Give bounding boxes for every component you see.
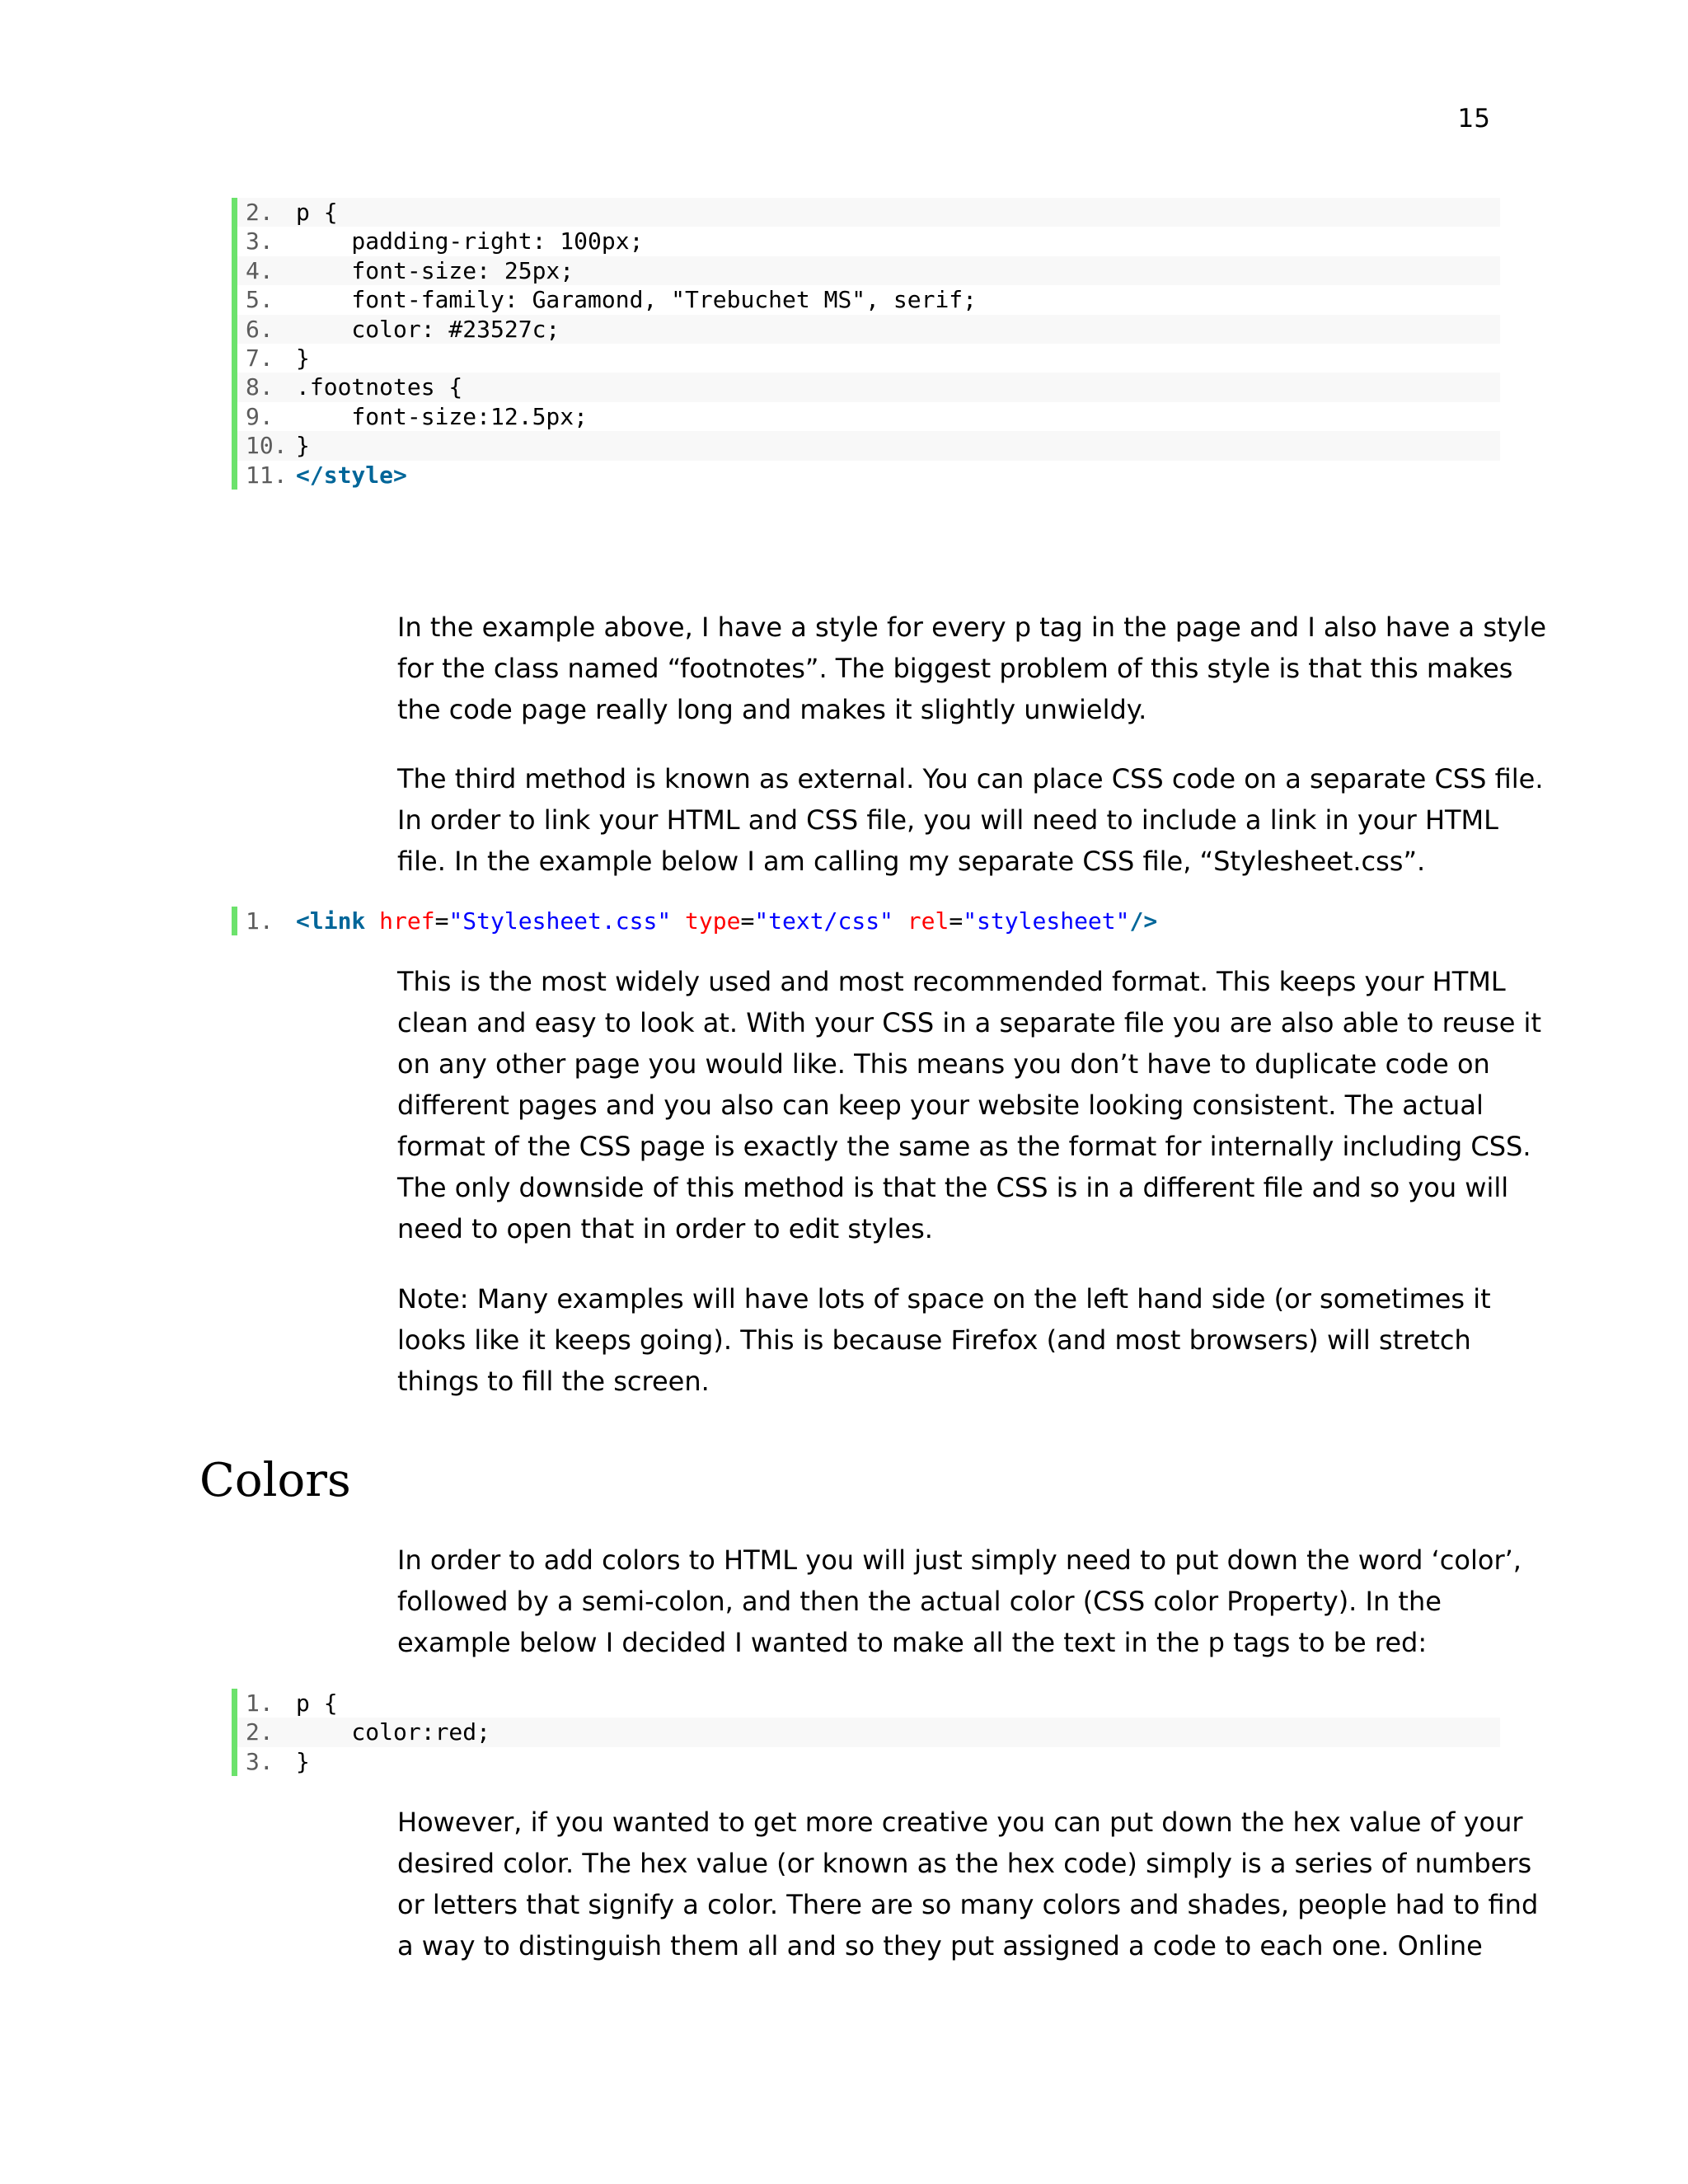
text-line: In order to add colors to HTML you will just simply need to put down the word ‘color’, [397,1544,1522,1576]
code-text: font-size:12.5px; [296,402,588,430]
code-text: p { [296,1690,338,1717]
code-equals: = [949,907,964,935]
code-text: } [296,432,310,460]
code-text: font-family: Garamond, "Trebuchet MS", serif; [296,286,978,314]
code-block-link-tag [232,907,1500,935]
code-tag-open: <link [296,907,366,935]
line-number: 3. [246,227,274,255]
paragraph [397,961,1541,1249]
code-line [237,461,1500,490]
code-attr-value: "text/css" [754,907,893,935]
code-line [237,285,1500,314]
text-line: Note: Many examples will have lots of space on the left hand side (or sometimes it [397,1283,1491,1315]
text-line: In order to link your HTML and CSS file, you will need to include a link in your HTML [397,804,1498,836]
code-attr-value: "Stylesheet.css" [448,907,672,935]
code-block-color-red [232,1689,1500,1776]
code-line [237,907,1500,935]
code-tag-close: /> [1129,907,1158,935]
line-number: 8. [246,373,274,401]
text-line: example below I decided I wanted to make all the text in the p tags to be red: [397,1627,1428,1658]
text-line: or letters that signify a color. There are so many colors and shades, people had to find [397,1889,1539,1920]
code-attr-name: rel [907,907,950,935]
line-number: 6. [246,315,274,343]
paragraph [397,1540,1522,1663]
code-attr-name: href [379,907,435,935]
line-number: 4. [246,256,274,284]
code-line [237,344,1500,373]
code-line [237,227,1500,255]
code-line [237,1718,1500,1746]
line-number: 5. [246,286,274,314]
text-line: on any other page you would like. This means you don’t have to duplicate code on [397,1048,1490,1080]
text-line: format of the CSS page is exactly the same as the format for internally including CSS. [397,1131,1531,1162]
text-line: looks like it keeps going). This is because Firefox (and most browsers) will stretch [397,1324,1471,1356]
line-number: 1. [246,907,274,935]
code-text: color:red; [296,1718,491,1746]
line-number: 7. [246,344,274,372]
line-number: 10. [246,432,288,460]
code-text: .footnotes { [296,373,463,401]
line-number: 1. [246,1690,274,1717]
code-line [237,402,1500,431]
line-number: 9. [246,402,274,430]
text-line: desired color. The hex value (or known as the hex code) simply is a series of numbers [397,1848,1532,1879]
line-number: 2. [246,199,274,226]
code-text: </style> [296,461,407,489]
code-line [237,315,1500,344]
code-attr-name: type [685,907,741,935]
text-line: This is the most widely used and most recommended format. This keeps your HTML [397,966,1506,997]
paragraph-note [397,1278,1493,1402]
code-line [237,1689,1500,1718]
code-text: font-size: 25px; [296,256,574,284]
code-line [237,198,1500,227]
code-line [237,1747,1500,1776]
text-line: The only downside of this method is that the CSS is in a different file and so you will [397,1172,1509,1203]
code-text: p { [296,199,338,226]
code-equals: = [740,907,755,935]
text-line: The third method is known as external. You can place CSS code on a separate CSS file. [397,763,1544,794]
code-line [237,256,1500,285]
text-line: In the example above, I have a style for every p tag in the page and I also have a style [397,612,1547,643]
code-line [237,373,1500,401]
page-number: 15 [1457,104,1490,134]
code-line [237,431,1500,460]
line-number: 11. [246,461,288,489]
text-line: However, if you wanted to get more creative you can put down the hex value of your [397,1807,1523,1838]
text-line: for the class named “footnotes”. The biggest problem of this style is that this makes [397,653,1513,684]
line-number: 3. [246,1747,274,1775]
text-line: things to fill the screen. [397,1366,710,1397]
text-line: the code page really long and makes it slightly unwieldy. [397,694,1147,725]
code-text: } [296,344,310,372]
code-equals: = [434,907,449,935]
text-line: different pages and you also can keep your website looking consistent. The actual [397,1090,1484,1121]
code-text: color: #23527c; [296,315,560,343]
code-text: padding-right: 100px; [296,227,644,255]
section-heading-colors: Colors [199,1454,351,1507]
code-block-style-rules [232,198,1500,490]
text-line: followed by a semi-colon, and then the actual color (CSS color Property). In the [397,1586,1442,1617]
text-line: a way to distinguish them all and so they put assigned a code to each one. Online [397,1930,1483,1961]
line-number: 2. [246,1718,274,1746]
paragraph [397,1802,1539,1966]
text-line: file. In the example below I am calling my separate CSS file, “Stylesheet.css”. [397,846,1426,877]
text-line: need to open that in order to edit styles. [397,1213,933,1244]
paragraph [397,607,1547,730]
text-line: clean and easy to look at. With your CSS in a separate file you are also able to reuse it [397,1007,1541,1038]
code-text: } [296,1747,310,1775]
code-attr-value: "stylesheet" [963,907,1130,935]
paragraph [397,758,1544,882]
code-text [296,907,1500,935]
